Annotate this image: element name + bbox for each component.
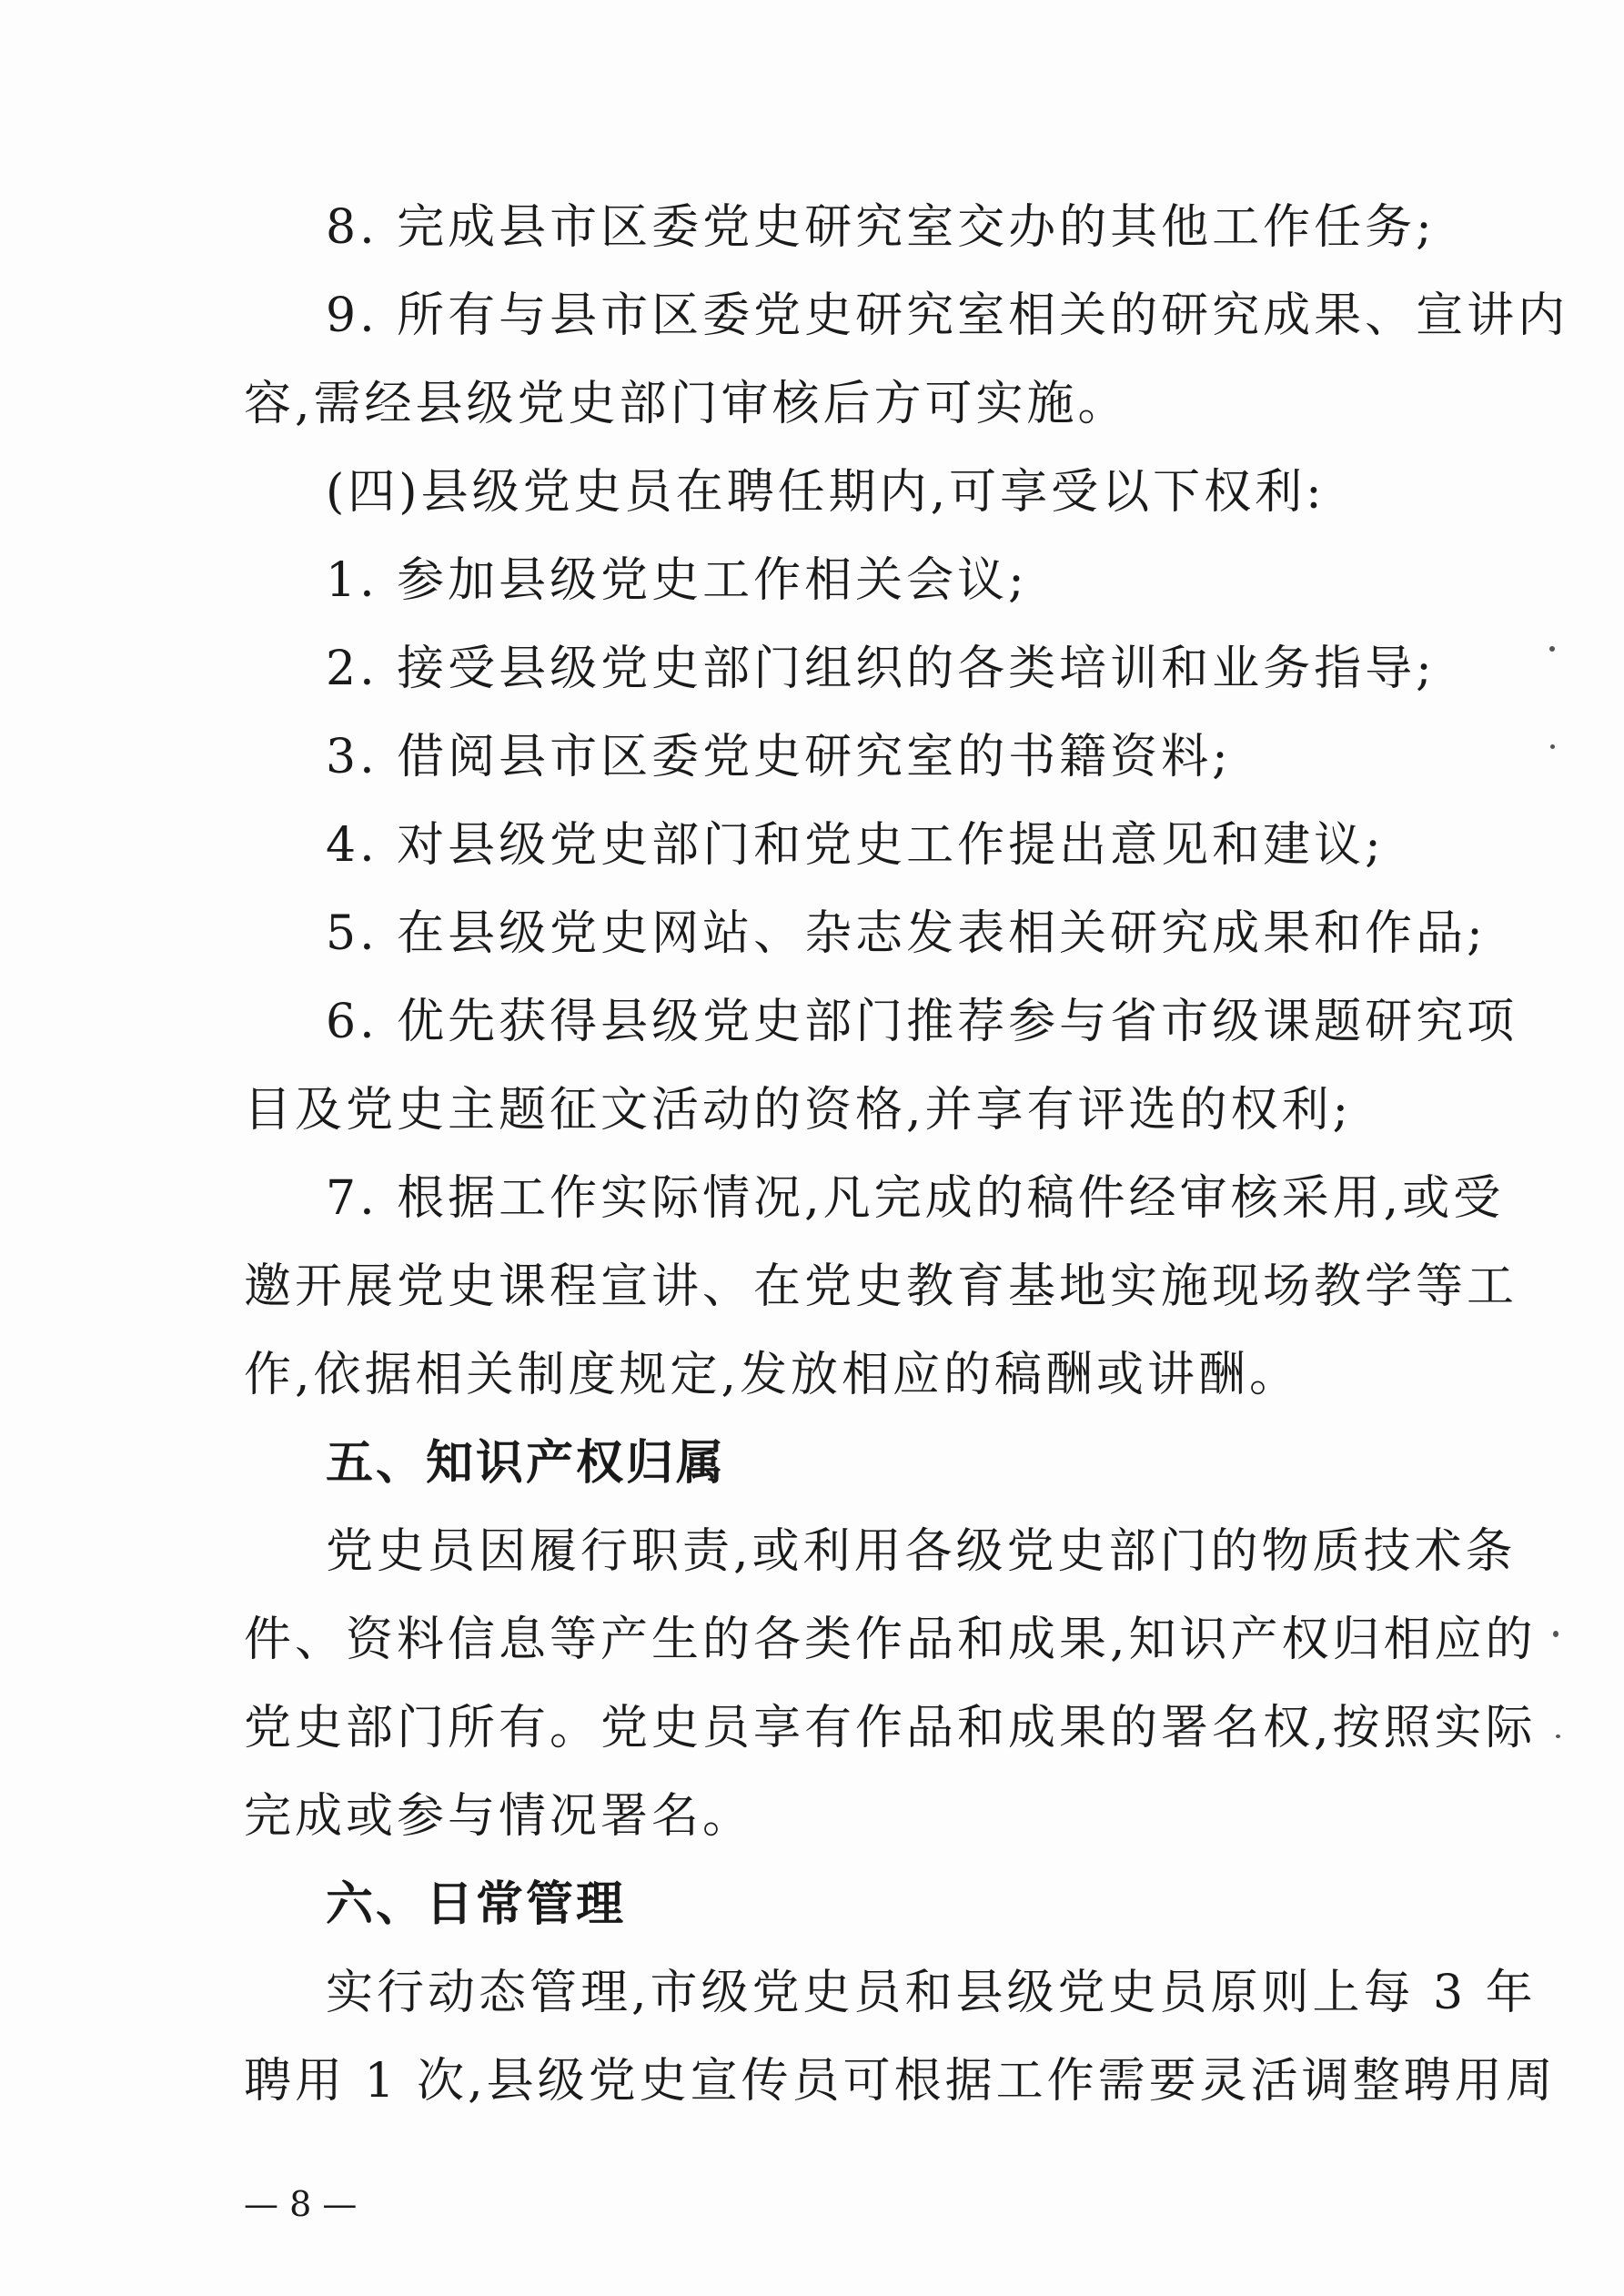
scan-speck (1553, 1631, 1558, 1637)
right-item-7-line-3: 作,依据相关制度规定,发放相应的稿酬或讲酬。 (244, 1348, 1301, 1402)
ip-paragraph-line-1: 党史员因履行职责,或利用各级党史部门的物质技术条 (326, 1524, 1517, 1579)
item-9-line-1: 9. 所有与县市区委党史研究室相关的研究成果、宣讲内 (326, 288, 1569, 343)
section-4-intro: (四)县级党史员在聘任期内,可享受以下权利: (326, 465, 1326, 520)
ip-paragraph-line-2: 件、资料信息等产生的各类作品和成果,知识产权归相应的 (244, 1613, 1537, 1667)
page-number: — 8 — (244, 2184, 358, 2224)
right-item-7-line-2: 邀开展党史课程宣讲、在党史教育基地实施现场教学等工 (244, 1259, 1518, 1314)
scan-speck (1556, 1735, 1560, 1738)
scan-speck (1550, 744, 1555, 749)
ip-paragraph-line-3: 党史部门所有。党史员享有作品和成果的署名权,按照实际 (244, 1701, 1537, 1755)
right-item-2: 2. 接受县级党史部门组织的各类培训和业务指导; (326, 642, 1436, 696)
right-item-6-line-1: 6. 优先获得县级党史部门推荐参与省市级课题研究项 (326, 995, 1518, 1049)
ip-paragraph-line-4: 完成或参与情况署名。 (244, 1789, 754, 1844)
section-heading-management: 六、日常管理 (326, 1877, 627, 1932)
scan-speck (1549, 646, 1555, 652)
section-heading-ip: 五、知识产权归属 (326, 1436, 727, 1491)
item-9-line-2: 容,需经县级党史部门审核后方可实施。 (244, 377, 1129, 431)
right-item-5: 5. 在县级党史网站、杂志发表相关研究成果和作品; (326, 906, 1487, 961)
right-item-4: 4. 对县级党史部门和党史工作提出意见和建议; (326, 818, 1385, 873)
right-item-7-line-1: 7. 根据工作实际情况,凡完成的稿件经审核采用,或受 (326, 1171, 1505, 1226)
right-item-1: 1. 参加县级党史工作相关会议; (326, 553, 1028, 608)
item-8-line: 8. 完成县市区委党史研究室交办的其他工作任务; (326, 200, 1436, 255)
management-paragraph-line-1: 实行动态管理,市级党史员和县级党史员原则上每 3 年 (326, 1966, 1537, 2020)
management-paragraph-line-2: 聘用 1 次,县级党史宣传员可根据工作需要灵活调整聘用周 (244, 2054, 1557, 2109)
right-item-3: 3. 借阅县市区委党史研究室的书籍资料; (326, 730, 1232, 784)
right-item-6-line-2: 目及党史主题征文活动的资格,并享有评选的权利; (244, 1083, 1353, 1138)
